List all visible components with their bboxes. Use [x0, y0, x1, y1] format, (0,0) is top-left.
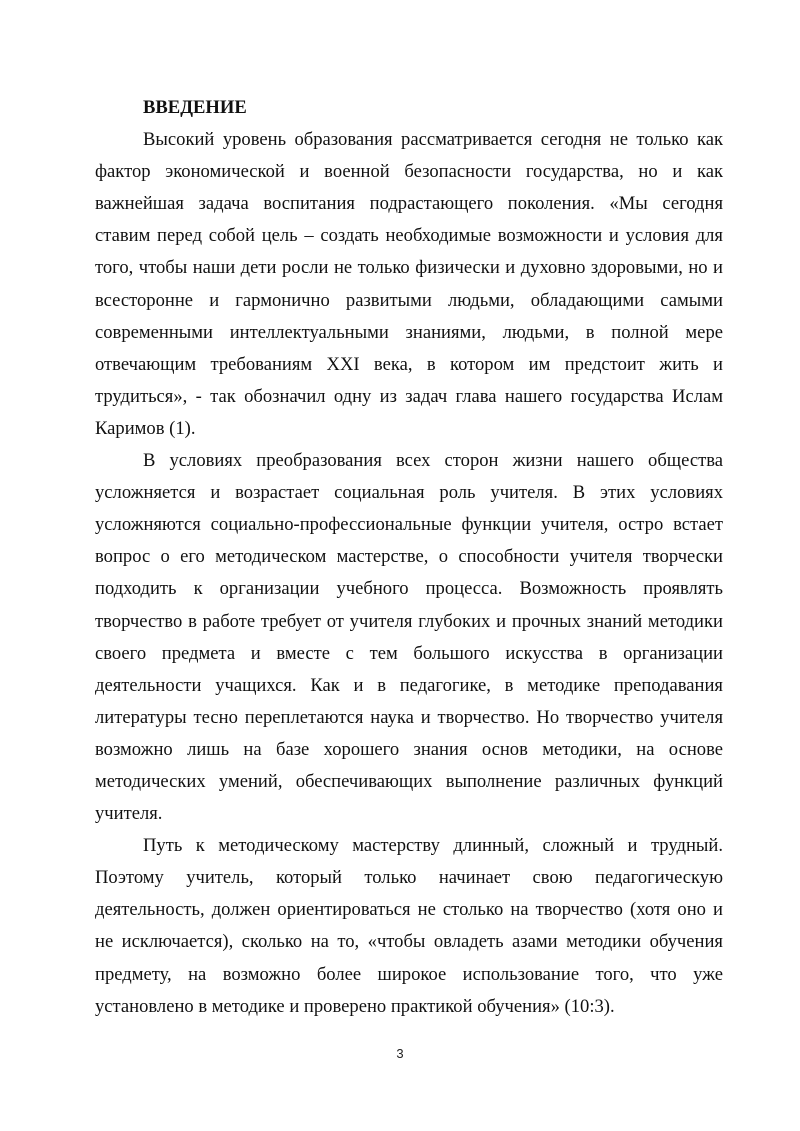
- paragraph-2: В условиях преобразования всех сторон жизни нашего общества усложняется и возрастает социальная роль учителя. В этих условиях усложняются социально-профессиональные функции учителя, остро встает вопрос о его методическом мастерстве, о способности учителя творчески подходить к организации учебного процесса. Возможность проявлять творчество в работе требует от учителя глубоких и прочных знаний методики своего предмета и вместе с тем большого искусства в организации деятельности учащихся. Как и в педагогике, в методике преподавания литературы тесно переплетаются наука и творчество. Но творчество учителя возможно лишь на базе хорошего знания основ методики, на основе методических умений, обеспечивающих выполнение различных функций учителя.: [95, 450, 723, 825]
- paragraph-1: Высокий уровень образования рассматривается сегодня не только как фактор экономической и военной безопасности государства, но и как важнейшая задача воспитания подрастающего поколения. «Мы сегодня ставим перед собой цель – создать необходимые возможности и условия для того, чтобы наши дети росли не только физически и духовно здоровыми, но и всесторонне и гармонично развитыми людьми, обладающими самыми современными интеллектуальными знаниями, людьми, в полной мере отвечающим требованиям XXI века, в котором им предстоит жить и трудиться», - так обозначил одну из задач глава нашего государства Ислам Каримов (1).: [95, 129, 723, 439]
- section-heading: ВВЕДЕНИЕ: [143, 97, 247, 118]
- page-content: [95, 92, 723, 1023]
- paragraph-3: Путь к методическому мастерству длинный, сложный и трудный. Поэтому учитель, который только начинает свою педагогическую деятельность, должен ориентироваться не столько на творчество (хотя оно и не исключается), сколько на то, «чтобы овладеть азами методики обучения предмету, на возможно более широкое использование того, что уже установлено в методике и проверено практикой обучения» (10:3).: [95, 835, 723, 1017]
- page-number: 3: [396, 1046, 404, 1061]
